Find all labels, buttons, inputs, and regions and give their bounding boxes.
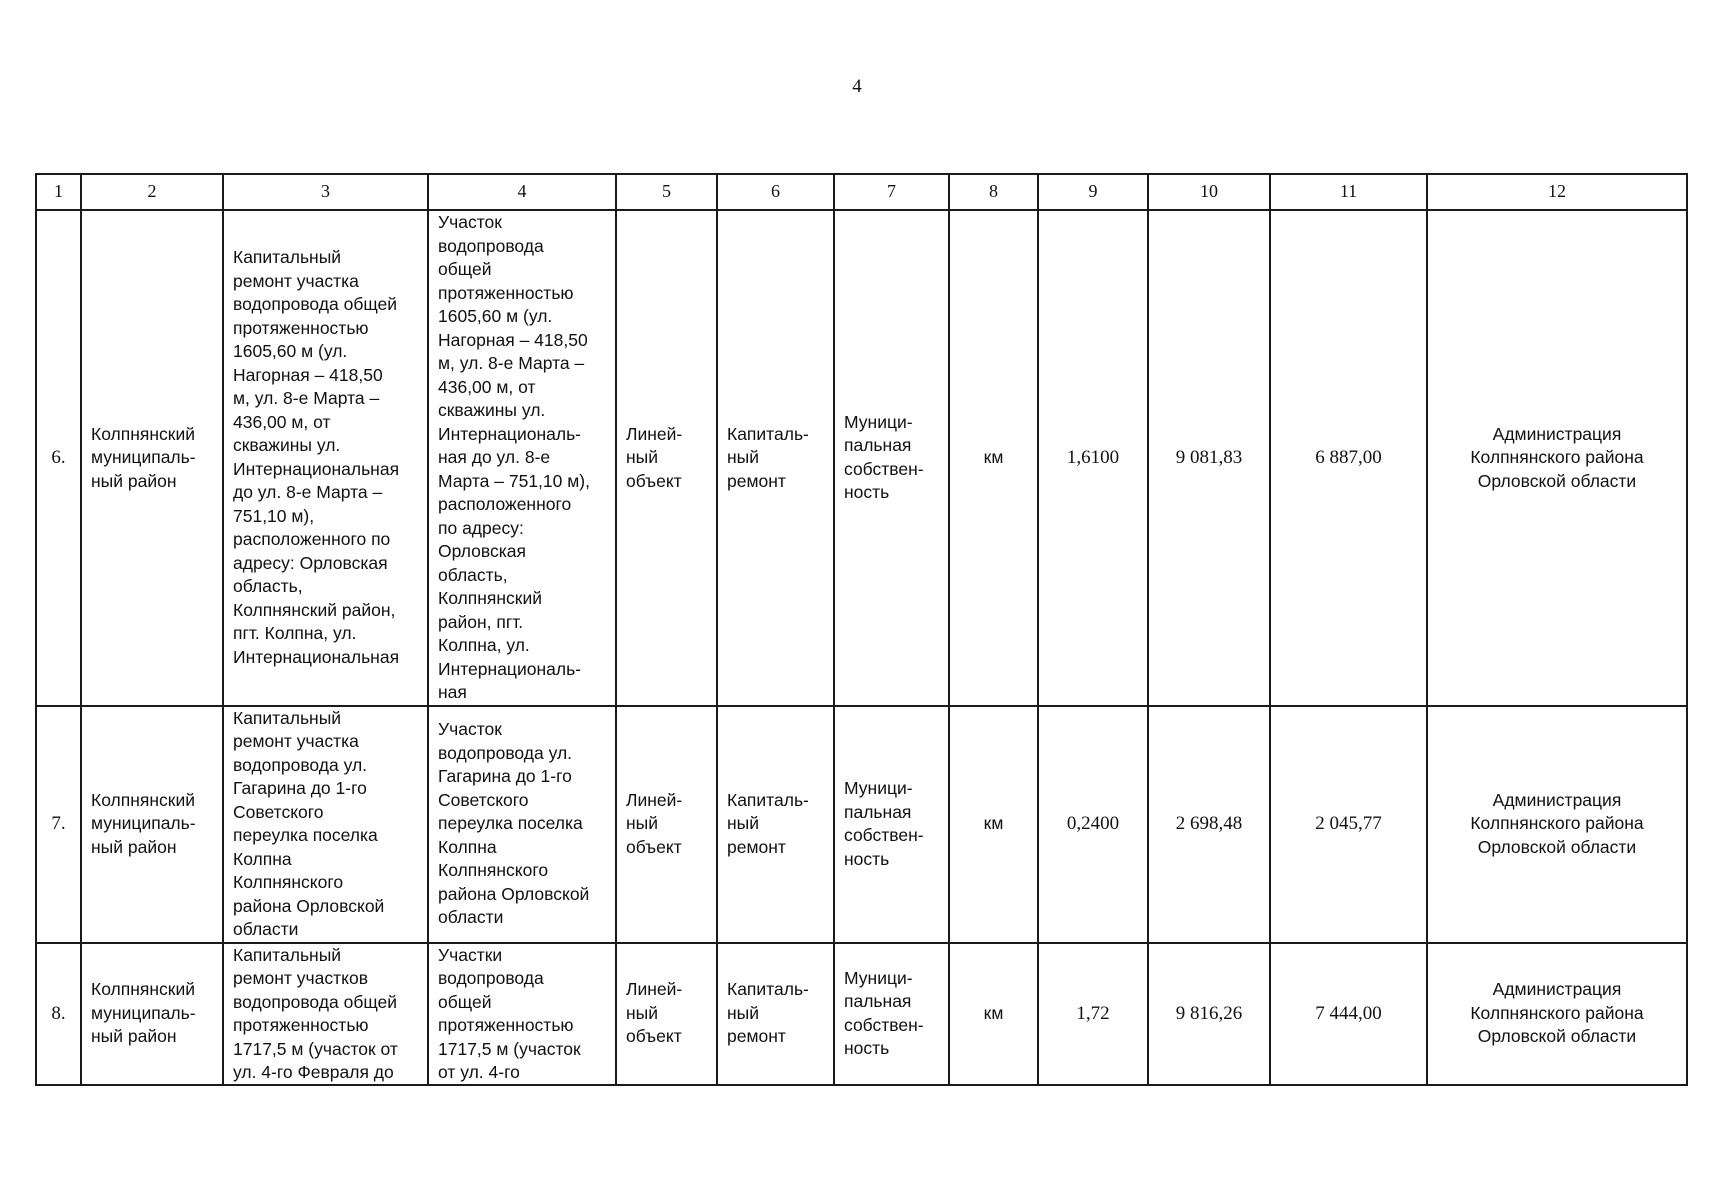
object-text: Участки водопровода общей протяженностью 1717,5 м (участок от ул. 4-го bbox=[438, 944, 581, 1082]
recipient-cell: Администрация Колпнянского района Орловской области bbox=[1427, 706, 1687, 943]
object-type-cell: Линей- ный объект bbox=[616, 706, 717, 943]
recipient-cell: Администрация Колпнянского района Орловской области bbox=[1427, 943, 1687, 1085]
district-cell: Колпнянский муниципаль- ный район bbox=[81, 943, 223, 1085]
amount-col10-cell: 9 081,83 bbox=[1148, 210, 1270, 706]
amount-col10-cell: 2 698,48 bbox=[1148, 706, 1270, 943]
unit-cell: км bbox=[949, 706, 1038, 943]
work-name-cell: Капитальный ремонт участка водопровода ул. Гагарина до 1-го Советского переулка поселка Колпна Колпнянского района Орловской области bbox=[223, 706, 428, 943]
page-number: 4 bbox=[852, 76, 862, 97]
ownership-cell: Муници- пальная собствен- ность bbox=[834, 943, 949, 1085]
table-row bbox=[36, 706, 1687, 943]
header-row bbox=[36, 174, 1687, 210]
column-header-8: 8 bbox=[949, 174, 1038, 210]
unit-cell: км bbox=[949, 210, 1038, 706]
work-type-cell: Капиталь- ный ремонт bbox=[717, 706, 834, 943]
amount-col11-cell: 6 887,00 bbox=[1270, 210, 1427, 706]
object-cell: Участок водопровода общей протяженностью 1605,60 м (ул. Нагорная – 418,50 м, ул. 8-е Марта – 436,00 м, от скважины ул. Интернациональ- ная до ул. 8-е Марта – 751,10 м), расположенного по адресу: Орловская область, Колпнянский район, пгт. Колпна, ул. Интернациональ- ная bbox=[428, 210, 616, 706]
work-name-cell bbox=[223, 943, 428, 1085]
ownership-cell: Муници- пальная собствен- ность bbox=[834, 706, 949, 943]
work-name-cell: Капитальный ремонт участка водопровода общей протяженностью 1605,60 м (ул. Нагорная – 418,50 м, ул. 8-е Марта – 436,00 м, от скважины ул. Интернациональная до ул. 8-е Марта – 751,10 м), расположенного по адресу: Орловская область, Колпнянский район, пгт. Колпна, ул. Интернациональная bbox=[223, 210, 428, 706]
column-header-5: 5 bbox=[616, 174, 717, 210]
district-cell: Колпнянский муниципаль- ный район bbox=[81, 210, 223, 706]
row-number-cell: 7. bbox=[36, 706, 81, 943]
object-type-cell: Линей- ный объект bbox=[616, 210, 717, 706]
unit-cell: км bbox=[949, 943, 1038, 1085]
object-type-cell: Линей- ный объект bbox=[616, 943, 717, 1085]
work-type-cell: Капиталь- ный ремонт bbox=[717, 943, 834, 1085]
column-header-6: 6 bbox=[717, 174, 834, 210]
table-row bbox=[36, 943, 1687, 1085]
column-header-2: 2 bbox=[81, 174, 223, 210]
column-header-4: 4 bbox=[428, 174, 616, 210]
work-type-cell: Капиталь- ный ремонт bbox=[717, 210, 834, 706]
object-cell bbox=[428, 943, 616, 1085]
row-number-cell: 8. bbox=[36, 943, 81, 1085]
amount-col11-cell: 7 444,00 bbox=[1270, 943, 1427, 1085]
row-number-cell: 6. bbox=[36, 210, 81, 706]
quantity-cell: 1,6100 bbox=[1038, 210, 1148, 706]
column-header-10: 10 bbox=[1148, 174, 1270, 210]
amount-col11-cell: 2 045,77 bbox=[1270, 706, 1427, 943]
column-header-12: 12 bbox=[1427, 174, 1687, 210]
quantity-cell: 1,72 bbox=[1038, 943, 1148, 1085]
district-cell: Колпнянский муниципаль- ный район bbox=[81, 706, 223, 943]
column-header-7: 7 bbox=[834, 174, 949, 210]
column-header-3: 3 bbox=[223, 174, 428, 210]
program-table bbox=[35, 173, 1688, 1086]
table-row bbox=[36, 210, 1687, 706]
column-header-9: 9 bbox=[1038, 174, 1148, 210]
column-header-1: 1 bbox=[36, 174, 81, 210]
ownership-cell: Муници- пальная собствен- ность bbox=[834, 210, 949, 706]
amount-col10-cell: 9 816,26 bbox=[1148, 943, 1270, 1085]
column-header-11: 11 bbox=[1270, 174, 1427, 210]
quantity-cell: 0,2400 bbox=[1038, 706, 1148, 943]
recipient-cell: Администрация Колпнянского района Орловской области bbox=[1427, 210, 1687, 706]
work-name-text: Капитальный ремонт участков водопровода общей протяженностью 1717,5 м (участок от ул. 4-го Февраля до bbox=[233, 944, 398, 1082]
object-cell: Участок водопровода ул. Гагарина до 1-го Советского переулка поселка Колпна Колпнянского района Орловской области bbox=[428, 706, 616, 943]
